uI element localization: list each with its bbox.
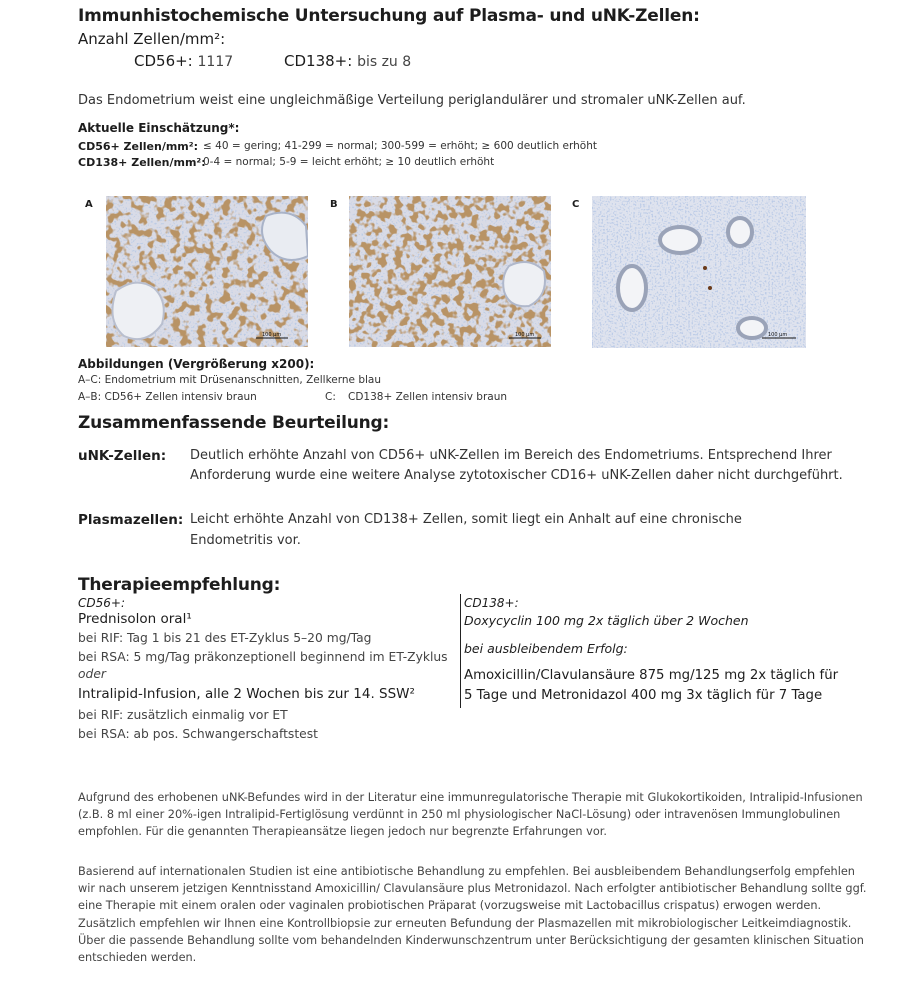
micrograph-a bbox=[106, 196, 308, 347]
plasma-text-line1: Leicht erhöhte Anzahl von CD138+ Zellen, somit liegt ein Anhalt auf eine chronische bbox=[190, 512, 742, 527]
cd56-count bbox=[134, 52, 233, 70]
figure-c-label: C bbox=[572, 199, 580, 210]
therapy-title: Therapieempfehlung: bbox=[78, 575, 281, 595]
micrograph-c bbox=[592, 196, 806, 348]
cd56-value: 1117 bbox=[197, 54, 234, 70]
figure-caption-title: Abbildungen (Vergrößerung x200): bbox=[78, 357, 315, 371]
scale-bar-a: 100 µm bbox=[262, 332, 282, 338]
scale-bar-b: 100 µm bbox=[515, 332, 535, 338]
intro-text: Das Endometrium weist eine ungleichmäßige Verteilung periglandulärer und stromaler uNK-Zellen auf. bbox=[78, 93, 746, 108]
micrograph-a-image bbox=[106, 196, 308, 347]
scale-bar-c: 100 µm bbox=[768, 332, 788, 338]
therapy-cd56-heading: CD56+: bbox=[78, 596, 125, 610]
plasma-label: Plasmazellen: bbox=[78, 512, 184, 528]
therapy-drug-doxycyclin: Doxycyclin 100 mg 2x täglich über 2 Wochen bbox=[464, 613, 749, 628]
unk-label: uNK-Zellen: bbox=[78, 448, 167, 464]
cd56-label: CD56+: bbox=[134, 52, 193, 70]
therapy-drug-amoxicillin-line2: 5 Tage und Metronidazol 400 mg 3x täglich für 7 Tage bbox=[464, 688, 823, 703]
unk-text-line2: Anforderung wurde eine weitere Analyse zytotoxischer CD16+ uNK-Zellen daher nicht durchgeführt. bbox=[190, 468, 843, 483]
plasma-text-line2: Endometritis vor. bbox=[190, 533, 301, 548]
figure-a-label: A bbox=[85, 199, 93, 210]
assessment-title: Aktuelle Einschätzung*: bbox=[78, 121, 240, 135]
therapy-fallback: bei ausbleibendem Erfolg: bbox=[464, 641, 628, 656]
therapy-drug-intralipid: Intralipid-Infusion, alle 2 Wochen bis zur 14. SSW² bbox=[78, 686, 415, 702]
assessment-cd138-text: 0-4 = normal; 5-9 = leicht erhöht; ≥ 10 deutlich erhöht bbox=[203, 156, 495, 168]
cell-count-label: Anzahl Zellen/mm²: bbox=[78, 30, 226, 48]
therapy-prednisolon-rsa: bei RSA: 5 mg/Tag präkonzeptionell beginnend im ET-Zyklus bbox=[78, 650, 448, 664]
antibiotic-paragraph: Basierend auf internationalen Studien ist eine antibiotische Behandlung zu empfehlen. Bei ausbleibendem Behandlungserfolg empfehlen wir nach unserem jetzigen Kenntnisstand Amoxicillin/ Clavulansäure plus Metronidazol. Nach erfolgter antibiotischer Behandlung sollte ggf. eine Therapie mit einem oralen oder vaginalen probiotischen Präparat (vorzugsweise mit Lactobacillus crispatus) erwogen werden. Zusätzlich empfehlen wir Ihnen eine Kontrollbiopsie zur erneuten Befundung der Plasmazellen mit mikrobiologischer Leitkeimdiagnostik. Über die passende Behandlung sollte vom behandelnden Kinderwunschzentrum unter Berücksichtigung der gesamten klinischen Situation entschieden werden. bbox=[78, 865, 867, 965]
assessment-cd56-text: ≤ 40 = gering; 41-299 = normal; 300-599 = erhöht; ≥ 600 deutlich erhöht bbox=[203, 140, 597, 152]
summary-title: Zusammenfassende Beurteilung: bbox=[78, 413, 390, 433]
report-title: Immunhistochemische Untersuchung auf Plasma- und uNK-Zellen: bbox=[78, 6, 700, 26]
assessment-cd56-label: CD56+ Zellen/mm²: bbox=[78, 140, 198, 153]
therapy-cd138-heading: CD138+: bbox=[464, 596, 519, 610]
therapy-prednisolon-rif: bei RIF: Tag 1 bis 21 des ET-Zyklus 5–20 mg/Tag bbox=[78, 631, 372, 645]
therapy-column-divider bbox=[460, 594, 461, 708]
cd138-count bbox=[284, 52, 411, 70]
unk-text-line1: Deutlich erhöhte Anzahl von CD56+ uNK-Zellen im Bereich des Endometriums. Entsprechend Ihrer bbox=[190, 448, 832, 463]
therapy-intralipid-rif: bei RIF: zusätzlich einmalig vor ET bbox=[78, 708, 288, 722]
therapy-or: oder bbox=[78, 667, 106, 681]
figure-b-label: B bbox=[330, 199, 338, 210]
literature-paragraph: Aufgrund des erhobenen uNK-Befundes wird in der Literatur eine immunregulatorische Therapie mit Glukokortikoiden, Intralipid-Infusionen (z.B. 8 ml einer 20%-igen Intralipid-Fertiglösung verdünnt in 250 ml physiologischer NaCl-Lösung) oder intravenösen Immunglobulinen empfohlen. Für die genannten Therapieansätze liegen jedoch nur begrenzte Erfahrungen vor. bbox=[78, 791, 863, 839]
figure-caption-c-label: C: bbox=[325, 391, 336, 403]
figure-caption-ac: A–C: Endometrium mit Drüsenanschnitten, Zellkerne blau bbox=[78, 374, 382, 386]
micrograph-c-image bbox=[592, 196, 806, 348]
therapy-drug-amoxicillin-line1: Amoxicillin/Clavulansäure 875 mg/125 mg 2x täglich für bbox=[464, 668, 839, 683]
therapy-drug-prednisolon: Prednisolon oral¹ bbox=[78, 611, 192, 627]
cd138-value: bis zu 8 bbox=[357, 54, 412, 70]
micrograph-b-image bbox=[349, 196, 551, 347]
figure-caption-ab: A–B: CD56+ Zellen intensiv braun bbox=[78, 391, 257, 403]
cd138-label: CD138+: bbox=[284, 52, 353, 70]
micrograph-b bbox=[349, 196, 551, 347]
figure-caption-c: CD138+ Zellen intensiv braun bbox=[348, 391, 508, 403]
assessment-cd138-label: CD138+ Zellen/mm²: bbox=[78, 156, 206, 169]
therapy-intralipid-rsa: bei RSA: ab pos. Schwangerschaftstest bbox=[78, 727, 318, 741]
